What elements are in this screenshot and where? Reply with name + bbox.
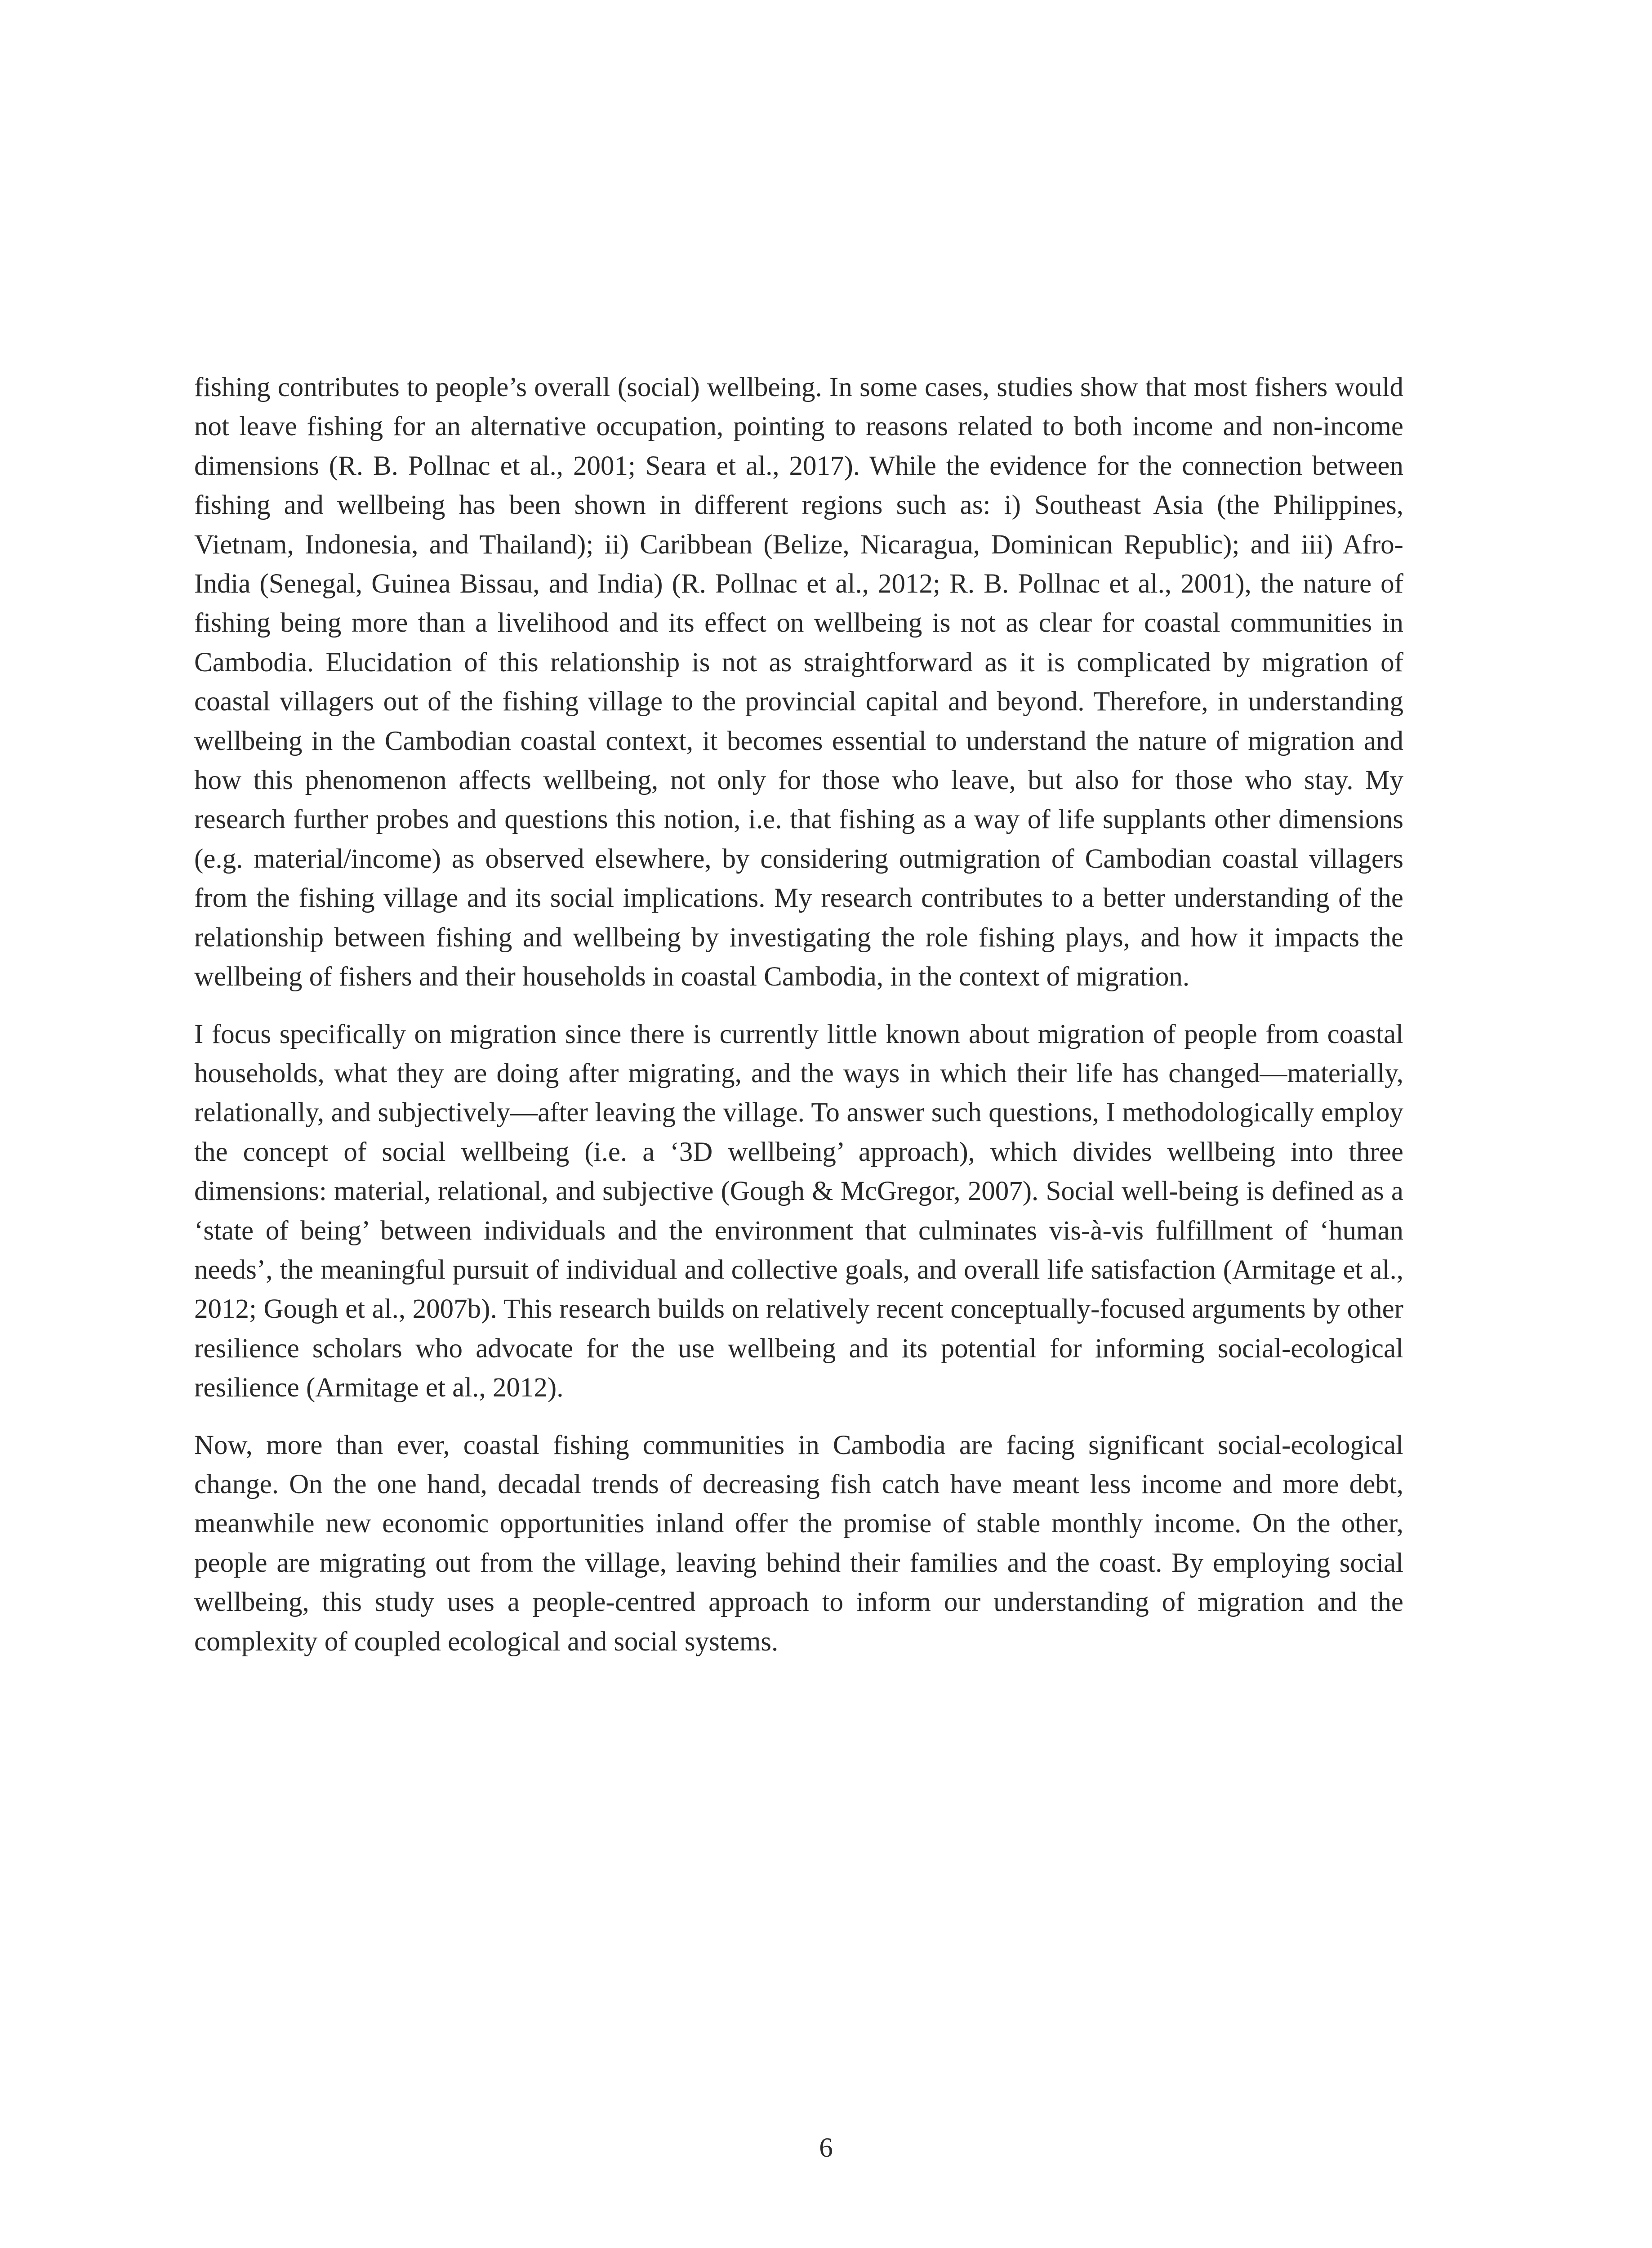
paragraph-migration-focus: I focus specifically on migration since there is currently little known about migration of people from coastal households, what they are doing after migrating, and the ways in which their life has changed—materially, relationally, and subjectively—after leaving the village. To answer such questions, I methodologically employ the concept of social wellbeing (i.e. a ‘3D wellbeing’ approach), which divides wellbeing into three dimensions: material, relational, and subjective (Gough & McGregor, 2007). Social well-being is defined as a ‘state of being’ between individuals and the environment that culminates vis-à-vis fulfillment of ‘human needs’, the meaningful pursuit of individual and collective goals, and overall life satisfaction (Armitage et al., 2012; Gough et al., 2007b). This research builds on relatively recent conceptually-focused arguments by other resilience scholars who advocate for the use wellbeing and its potential for informing social-ecological resilience (Armitage et al., 2012).	[194, 1019, 1403, 1403]
page-number: 6	[819, 2133, 833, 2163]
paragraph-social-ecological-change: Now, more than ever, coastal fishing communities in Cambodia are facing significant social-ecological change. On the one hand, decadal trends of decreasing fish catch have meant less income and more debt, meanwhile new economic opportunities inland offer the promise of stable monthly income. On the other, people are migrating out from the village, leaving behind their families and the coast. By employing social wellbeing, this study uses a people-centred approach to inform our understanding of migration and the complexity of coupled ecological and social systems.	[194, 1430, 1403, 1657]
body-text	[194, 368, 1403, 1661]
paragraph-fishing-wellbeing: fishing contributes to people’s overall (social) wellbeing. In some cases, studies show that most fishers would not leave fishing for an alternative occupation, pointing to reasons related to both income and non-income dimensions (R. B. Pollnac et al., 2001; Seara et al., 2017). While the evidence for the connection between fishing and wellbeing has been shown in different regions such as: i) Southeast Asia (the Philippines, Vietnam, Indonesia, and Thailand); ii) Caribbean (Belize, Nicaragua, Dominican Republic); and iii) Afro-India (Senegal, Guinea Bissau, and India) (R. Pollnac et al., 2012; R. B. Pollnac et al., 2001), the nature of fishing being more than a livelihood and its effect on wellbeing is not as clear for coastal communities in Cambodia. Elucidation of this relationship is not as straightforward as it is complicated by migration of coastal villagers out of the fishing village to the provincial capital and beyond. Therefore, in understanding wellbeing in the Cambodian coastal context, it becomes essential to understand the nature of migration and how this phenomenon affects wellbeing, not only for those who leave, but also for those who stay. My research further probes and questions this notion, i.e. that fishing as a way of life supplants other dimensions (e.g. material/income) as observed elsewhere, by considering outmigration of Cambodian coastal villagers from the fishing village and its social implications. My research contributes to a better understanding of the relationship between fishing and wellbeing by investigating the role fishing plays, and how it impacts the wellbeing of fishers and their households in coastal Cambodia, in the context of migration.	[194, 372, 1403, 992]
